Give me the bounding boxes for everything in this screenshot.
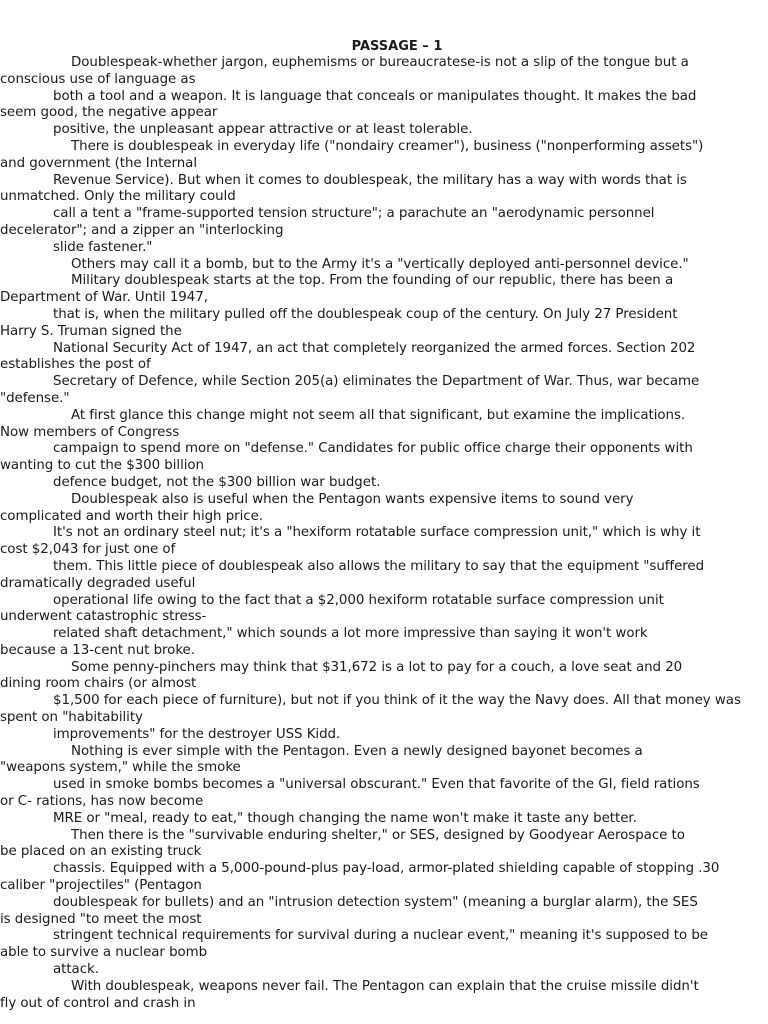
text-line: conscious use of language as: [0, 71, 196, 87]
text-line: cost $2,043 for just one of: [0, 542, 176, 558]
text-line: used in smoke bombs becomes a "universal obscurant." Even that favorite of the GI, field rations: [53, 777, 700, 793]
text-line: improvements" for the destroyer USS Kidd.: [53, 726, 341, 742]
text-line: There is doublespeak in everyday life ("nondairy creamer"), business ("nonperforming assets"): [71, 138, 704, 154]
text-line: With doublespeak, weapons never fail. The Pentagon can explain that the cruise missile didn't: [71, 978, 699, 994]
text-line: "defense.": [0, 390, 70, 406]
text-line: call a tent a "frame-supported tension structure"; a parachute an "aerodynamic personnel: [53, 206, 655, 222]
text-line: National Security Act of 1947, an act that completely reorganized the armed forces. Section 202: [53, 340, 696, 356]
text-line: unmatched. Only the military could: [0, 189, 236, 205]
text-line: both a tool and a weapon. It is language that conceals or manipulates thought. It makes the bad: [53, 88, 697, 104]
text-line: be placed on an existing truck: [0, 844, 202, 860]
text-line: caliber "projectiles" (Pentagon: [0, 878, 202, 894]
passage-body: [0, 55, 768, 1012]
text-line: operational life owing to the fact that a $2,000 hexiform rotatable surface compression unit: [53, 592, 664, 608]
passage-title: PASSAGE – 1: [351, 39, 443, 54]
text-line: slide fastener.": [53, 239, 153, 255]
text-line: dramatically degraded useful: [0, 575, 196, 591]
text-line: decelerator"; and a zipper an "interlocking: [0, 222, 284, 238]
text-line: is designed "to meet the most: [0, 911, 202, 927]
text-line: spent on "habitability: [0, 710, 143, 726]
text-line: Department of War. Until 1947,: [0, 290, 208, 306]
text-line: Doublespeak also is useful when the Pentagon wants expensive items to sound very: [71, 491, 634, 507]
text-line: Harry S. Truman signed the: [0, 323, 182, 339]
text-line: Revenue Service). But when it comes to doublespeak, the military has a way with words that is: [53, 172, 687, 188]
text-line: chassis. Equipped with a 5,000-pound-plus pay-load, armor-plated shielding capable of stopping .30: [53, 861, 720, 877]
text-line: MRE or "meal, ready to eat," though changing the name won't make it taste any better.: [53, 810, 637, 826]
text-line: complicated and worth their high price.: [0, 508, 263, 524]
text-line: attack.: [53, 962, 99, 978]
text-line: "weapons system," while the smoke: [0, 760, 241, 776]
document-page: [0, 38, 768, 1012]
text-line: Doublespeak-whether jargon, euphemisms or bureaucratese-is not a slip of the tongue but a: [71, 55, 689, 70]
text-line: positive, the unpleasant appear attractive or at least tolerable.: [53, 122, 473, 138]
text-line: underwent catastrophic stress-: [0, 609, 207, 625]
text-line: stringent technical requirements for survival during a nuclear event," meaning it's supposed to be: [53, 928, 708, 944]
text-line: Military doublespeak starts at the top. From the founding of our republic, there has been a: [71, 273, 674, 289]
text-line: Others may call it a bomb, but to the Army it's a "vertically deployed anti-personnel device.": [71, 256, 689, 272]
text-line: them. This little piece of doublespeak also allows the military to say that the equipment "suffered: [53, 558, 705, 574]
text-line: able to survive a nuclear bomb: [0, 945, 208, 961]
text-line: wanting to cut the $300 billion: [0, 458, 204, 474]
text-line: Secretary of Defence, while Section 205(a) eliminates the Department of War. Thus, war became: [53, 374, 700, 390]
text-line: because a 13-cent nut broke.: [0, 642, 195, 658]
text-line: Nothing is ever simple with the Pentagon. Even a newly designed bayonet becomes a: [71, 743, 643, 759]
text-line: campaign to spend more on "defense." Candidates for public office charge their opponents with: [53, 441, 693, 457]
text-line: doublespeak for bullets) and an "intrusion detection system" (meaning a burglar alarm), the SES: [53, 894, 698, 910]
text-line: Now members of Congress: [0, 424, 180, 440]
text-line: that is, when the military pulled off the doublespeak coup of the century. On July 27 President: [53, 306, 678, 322]
text-line: seem good, the negative appear: [0, 105, 218, 121]
text-line: Then there is the "survivable enduring shelter," or SES, designed by Goodyear Aerospace to: [71, 827, 685, 843]
text-line: defence budget, not the $300 billion war budget.: [53, 474, 381, 490]
text-line: Some penny-pinchers may think that $31,672 is a lot to pay for a couch, a love seat and 20: [71, 659, 683, 675]
text-line: dining room chairs (or almost: [0, 676, 197, 692]
text-line: $1,500 for each piece of furniture), but not if you think of it the way the Navy does. All that money was: [53, 693, 741, 709]
text-line: and government (the Internal: [0, 155, 198, 171]
text-line: fly out of control and crash in: [0, 995, 196, 1011]
text-line: At first glance this change might not seem all that significant, but examine the implications.: [71, 407, 686, 423]
text-line: or C- rations, has now become: [0, 794, 204, 810]
text-line: related shaft detachment," which sounds a lot more impressive than saying it won't work: [53, 626, 648, 642]
text-line: establishes the post of: [0, 357, 151, 373]
text-line: It's not an ordinary steel nut; it's a "hexiform rotatable surface compression unit," which is why it: [53, 525, 701, 541]
